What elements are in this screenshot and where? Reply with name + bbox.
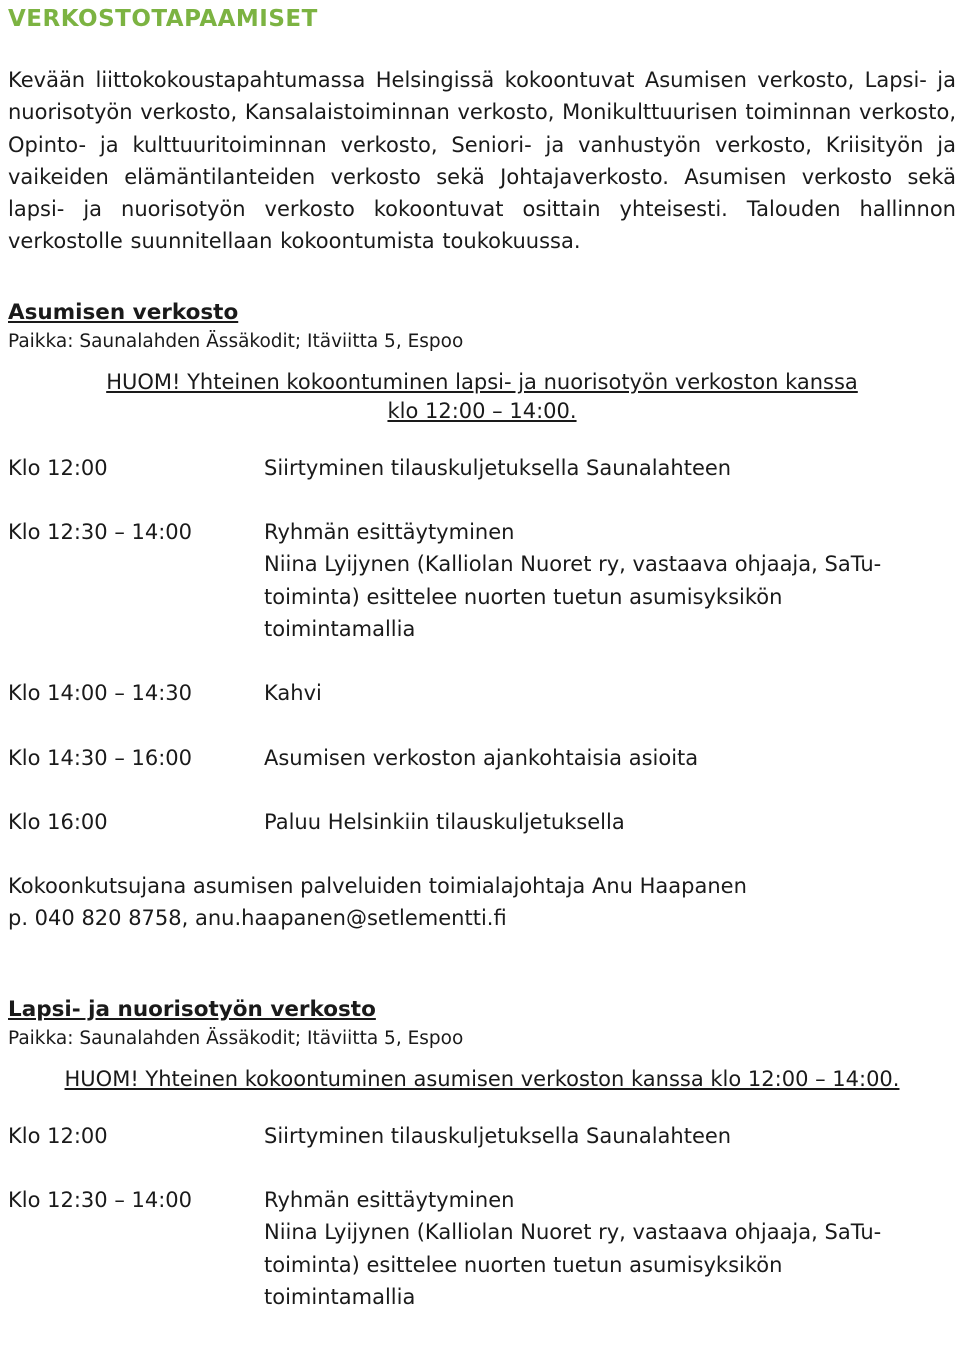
page-title: VERKOSTOTAPAAMISET: [8, 6, 318, 32]
note-block: [8, 368, 956, 426]
schedule-row: [8, 516, 956, 645]
section-title: Lapsi- ja nuorisotyön verkosto: [8, 996, 376, 1022]
schedule-row: [8, 452, 956, 484]
schedule-list: [8, 1120, 956, 1313]
schedule-event: Siirtyminen tilauskuljetuksella Saunalahteen: [264, 1123, 732, 1148]
schedule-event-block: [264, 516, 944, 645]
section-title: Asumisen verkosto: [8, 299, 239, 325]
note-line: klo 12:00 – 14:00.: [387, 398, 577, 423]
schedule-row: [8, 742, 956, 774]
section-lapsi-ja-nuorisotyon-verkosto: [8, 995, 956, 1313]
note-line: HUOM! Yhteinen kokoontuminen asumisen verkoston kanssa klo 12:00 – 14:00.: [64, 1066, 900, 1091]
schedule-time: Klo 12:00: [8, 455, 108, 480]
contact-block: [8, 870, 956, 935]
contact-line: Kokoonkutsujana asumisen palveluiden toimialajohtaja Anu Haapanen: [8, 874, 747, 899]
schedule-event-block: [264, 1184, 944, 1313]
note-line: HUOM! Yhteinen kokoontuminen lapsi- ja nuorisotyön verkoston kanssa: [106, 369, 858, 394]
schedule-time: Klo 14:00 – 14:30: [8, 681, 193, 706]
schedule-row: [8, 1120, 956, 1152]
note-block: [8, 1065, 956, 1094]
schedule-event-detail: Niina Lyijynen (Kalliolan Nuoret ry, vastaava ohjaaja, SaTu-toiminta) esittelee nuorten tuetun asumisyksikön toimintamallia: [264, 552, 882, 641]
contact-line: p. 040 820 8758, anu.haapanen@setlementti.fi: [8, 906, 507, 931]
schedule-time: Klo 12:30 – 14:00: [8, 520, 193, 545]
location-text: Paikka: Saunalahden Ässäkodit; Itäviitta 5, Espoo: [8, 1027, 464, 1049]
schedule-time: Klo 12:30 – 14:00: [8, 1188, 193, 1213]
schedule-list: [8, 452, 956, 838]
section-asumisen-verkosto: [8, 298, 956, 935]
schedule-event: Siirtyminen tilauskuljetuksella Saunalahteen: [264, 455, 732, 480]
schedule-event-detail: Niina Lyijynen (Kalliolan Nuoret ry, vastaava ohjaaja, SaTu-toiminta) esittelee nuorten tuetun asumisyksikön toimintamallia: [264, 1220, 882, 1309]
schedule-row: [8, 677, 956, 709]
schedule-event: Ryhmän esittäytyminen: [264, 520, 515, 545]
schedule-event: Asumisen verkoston ajankohtaisia asioita: [264, 745, 699, 770]
schedule-time: Klo 14:30 – 16:00: [8, 745, 193, 770]
schedule-row: [8, 1184, 956, 1313]
location-text: Paikka: Saunalahden Ässäkodit; Itäviitta 5, Espoo: [8, 330, 464, 352]
schedule-row: [8, 806, 956, 838]
document-page: [8, 0, 956, 1313]
schedule-time: Klo 12:00: [8, 1123, 108, 1148]
schedule-time: Klo 16:00: [8, 809, 108, 834]
schedule-event: Kahvi: [264, 681, 322, 706]
intro-paragraph: Kevään liittokokoustapahtumassa Helsingissä kokoontuvat Asumisen verkosto, Lapsi- ja nuorisotyön verkosto, Kansalaistoiminnan verkosto, Monikulttuurisen toiminnan verkosto, Opinto- ja kulttuuritoiminnan verkosto, Seniori- ja vanhustyön verkosto, Kriisityön ja vaikeiden elämäntilanteiden verkosto sekä Johtajaverkosto. Asumisen verkosto sekä lapsi- ja nuorisotyön verkosto kokoontuvat osittain yhteisesti. Talouden hallinnon verkostolle suunnitellaan kokoontumista toukokuussa.: [8, 68, 956, 254]
schedule-event: Ryhmän esittäytyminen: [264, 1188, 515, 1213]
schedule-event: Paluu Helsinkiin tilauskuljetuksella: [264, 809, 625, 834]
